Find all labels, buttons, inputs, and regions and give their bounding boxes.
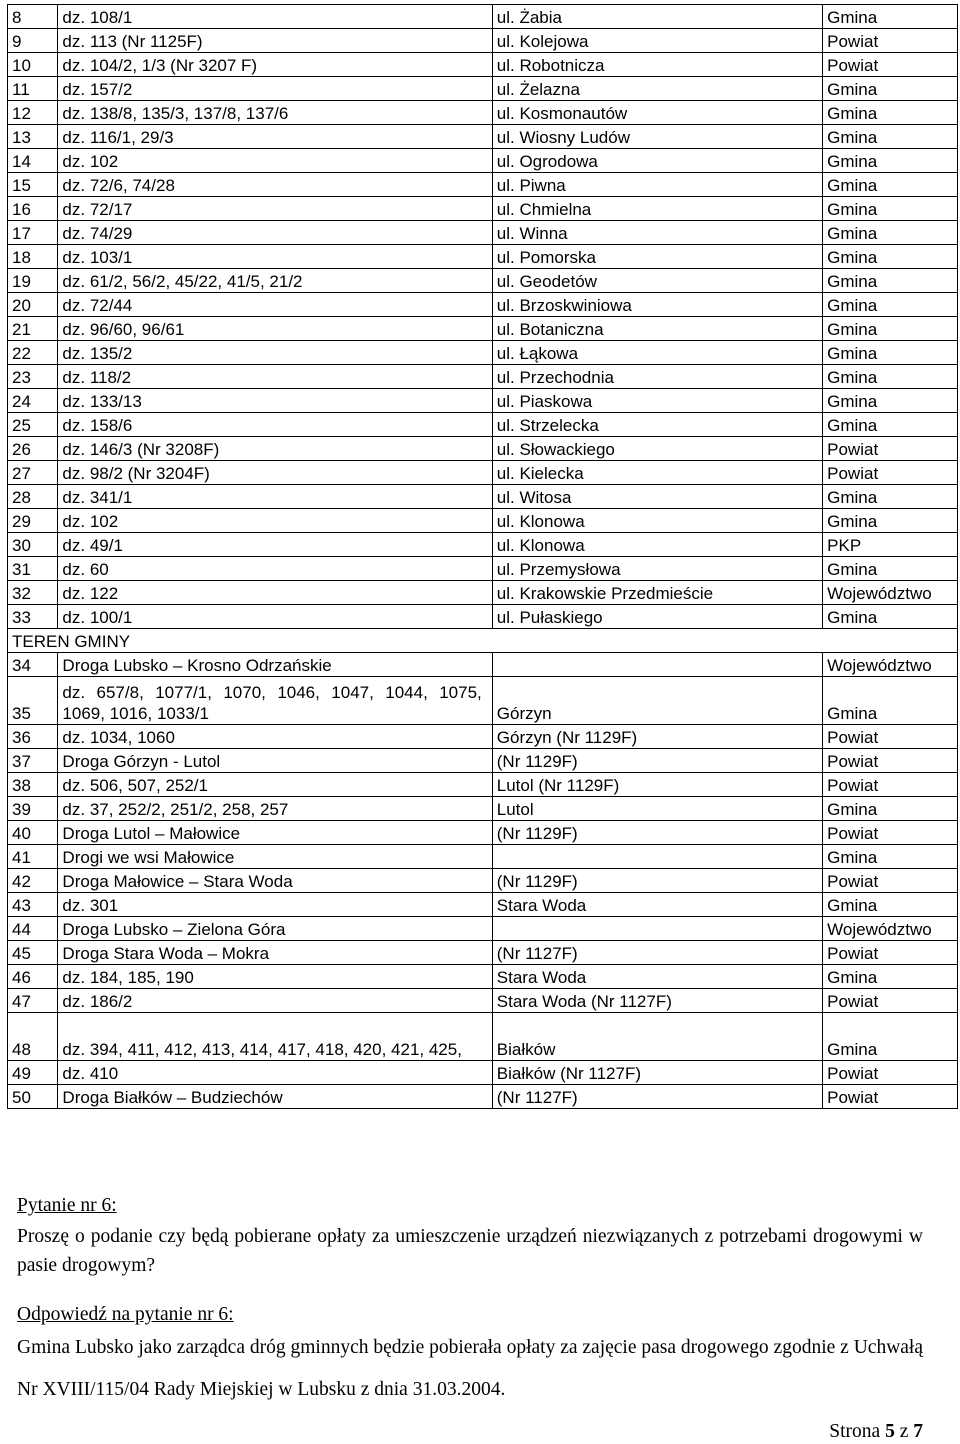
location-cell: ul. Kosmonautów bbox=[492, 101, 822, 125]
plot-cell: Droga Białków – Budziechów bbox=[58, 1085, 492, 1109]
owner-cell: Powiat bbox=[823, 461, 958, 485]
owner-cell: Powiat bbox=[823, 989, 958, 1013]
table-row bbox=[8, 317, 958, 341]
plot-cell: dz. 1034, 1060 bbox=[58, 725, 492, 749]
location-cell: ul. Botaniczna bbox=[492, 317, 822, 341]
row-number-cell: 47 bbox=[8, 989, 58, 1013]
location-cell: Białków bbox=[492, 1013, 822, 1061]
owner-cell: Gmina bbox=[823, 557, 958, 581]
location-cell: ul. Winna bbox=[492, 221, 822, 245]
owner-cell: Powiat bbox=[823, 1085, 958, 1109]
page-of-label: z bbox=[894, 1421, 914, 1442]
plot-cell: dz. 138/8, 135/3, 137/8, 137/6 bbox=[58, 101, 492, 125]
location-cell: (Nr 1127F) bbox=[492, 1085, 822, 1109]
row-number-cell: 18 bbox=[8, 245, 58, 269]
row-number-cell: 19 bbox=[8, 269, 58, 293]
row-number-cell: 16 bbox=[8, 197, 58, 221]
row-number-cell: 24 bbox=[8, 389, 58, 413]
row-number-cell: 29 bbox=[8, 509, 58, 533]
owner-cell: Powiat bbox=[823, 1061, 958, 1085]
table-row bbox=[8, 269, 958, 293]
location-cell: (Nr 1129F) bbox=[492, 749, 822, 773]
location-cell: ul. Przemysłowa bbox=[492, 557, 822, 581]
table-row bbox=[8, 77, 958, 101]
row-number-cell: 43 bbox=[8, 893, 58, 917]
owner-cell: Gmina bbox=[823, 101, 958, 125]
table-row bbox=[8, 341, 958, 365]
location-cell: Białków (Nr 1127F) bbox=[492, 1061, 822, 1085]
page-footer bbox=[829, 1421, 923, 1443]
table-row bbox=[8, 437, 958, 461]
row-number-cell: 44 bbox=[8, 917, 58, 941]
owner-cell: Gmina bbox=[823, 197, 958, 221]
table-row bbox=[8, 821, 958, 845]
row-number-cell: 9 bbox=[8, 29, 58, 53]
location-cell: ul. Krakowskie Przedmieście bbox=[492, 581, 822, 605]
row-number-cell: 10 bbox=[8, 53, 58, 77]
row-number-cell: 13 bbox=[8, 125, 58, 149]
owner-cell: Powiat bbox=[823, 437, 958, 461]
owner-cell: Gmina bbox=[823, 605, 958, 629]
row-number-cell: 45 bbox=[8, 941, 58, 965]
table-row bbox=[8, 677, 958, 725]
location-cell: Stara Woda bbox=[492, 965, 822, 989]
owner-cell: Gmina bbox=[823, 413, 958, 437]
owner-cell: Gmina bbox=[823, 5, 958, 29]
table-row bbox=[8, 965, 958, 989]
location-cell: ul. Żelazna bbox=[492, 77, 822, 101]
owner-cell: Gmina bbox=[823, 1013, 958, 1061]
owner-cell: Gmina bbox=[823, 845, 958, 869]
table-row bbox=[8, 581, 958, 605]
owner-cell: Gmina bbox=[823, 149, 958, 173]
row-number-cell: 11 bbox=[8, 77, 58, 101]
table-row bbox=[8, 461, 958, 485]
table-row bbox=[8, 485, 958, 509]
plot-cell: Droga Lubsko – Zielona Góra bbox=[58, 917, 492, 941]
plot-cell: dz. 100/1 bbox=[58, 605, 492, 629]
plot-cell: dz. 72/17 bbox=[58, 197, 492, 221]
row-number-cell: 8 bbox=[8, 5, 58, 29]
row-number-cell: 20 bbox=[8, 293, 58, 317]
owner-cell: Powiat bbox=[823, 749, 958, 773]
answer-heading: Odpowiedź na pytanie nr 6: bbox=[17, 1304, 234, 1325]
location-cell: Górzyn (Nr 1129F) bbox=[492, 725, 822, 749]
plot-cell: dz. 158/6 bbox=[58, 413, 492, 437]
row-number-cell: 27 bbox=[8, 461, 58, 485]
roads-table-body bbox=[8, 5, 958, 1109]
plot-cell: dz. 341/1 bbox=[58, 485, 492, 509]
table-row bbox=[8, 293, 958, 317]
section-row bbox=[8, 629, 958, 653]
table-row bbox=[8, 221, 958, 245]
location-cell: ul. Wiosny Ludów bbox=[492, 125, 822, 149]
plot-cell: dz. 113 (Nr 1125F) bbox=[58, 29, 492, 53]
owner-cell: Powiat bbox=[823, 941, 958, 965]
row-number-cell: 37 bbox=[8, 749, 58, 773]
row-number-cell: 32 bbox=[8, 581, 58, 605]
location-cell: ul. Robotnicza bbox=[492, 53, 822, 77]
owner-cell: Gmina bbox=[823, 125, 958, 149]
plot-cell: dz. 506, 507, 252/1 bbox=[58, 773, 492, 797]
owner-cell: Gmina bbox=[823, 965, 958, 989]
table-row bbox=[8, 725, 958, 749]
plot-cell: dz. 394, 411, 412, 413, 414, 417, 418, 420, 421, 425, bbox=[58, 1013, 492, 1061]
table-row bbox=[8, 197, 958, 221]
table-row bbox=[8, 869, 958, 893]
location-cell: ul. Chmielna bbox=[492, 197, 822, 221]
question-section bbox=[17, 1194, 923, 1280]
owner-cell: Powiat bbox=[823, 773, 958, 797]
owner-cell: Gmina bbox=[823, 269, 958, 293]
location-cell: ul. Kielecka bbox=[492, 461, 822, 485]
table-row bbox=[8, 1013, 958, 1061]
location-cell: ul. Brzoskwiniowa bbox=[492, 293, 822, 317]
table-row bbox=[8, 893, 958, 917]
table-row bbox=[8, 101, 958, 125]
owner-cell: Gmina bbox=[823, 365, 958, 389]
question-text: Proszę o podanie czy będą pobierane opłaty za umieszczenie urządzeń niezwiązanych z potrzebami drogowymi w pasie drogowym? bbox=[17, 1226, 923, 1276]
row-number-cell: 38 bbox=[8, 773, 58, 797]
plot-cell: dz. 133/13 bbox=[58, 389, 492, 413]
row-number-cell: 36 bbox=[8, 725, 58, 749]
plot-cell: dz. 98/2 (Nr 3204F) bbox=[58, 461, 492, 485]
location-cell bbox=[492, 845, 822, 869]
location-cell: (Nr 1127F) bbox=[492, 941, 822, 965]
location-cell: ul. Piaskowa bbox=[492, 389, 822, 413]
table-row bbox=[8, 941, 958, 965]
owner-cell: Powiat bbox=[823, 53, 958, 77]
plot-cell: dz. 74/29 bbox=[58, 221, 492, 245]
row-number-cell: 21 bbox=[8, 317, 58, 341]
plot-cell: dz. 49/1 bbox=[58, 533, 492, 557]
location-cell: ul. Kolejowa bbox=[492, 29, 822, 53]
plot-cell: dz. 122 bbox=[58, 581, 492, 605]
row-number-cell: 31 bbox=[8, 557, 58, 581]
plot-cell: Drogi we wsi Małowice bbox=[58, 845, 492, 869]
plot-cell: dz. 61/2, 56/2, 45/22, 41/5, 21/2 bbox=[58, 269, 492, 293]
row-number-cell: 39 bbox=[8, 797, 58, 821]
row-number-cell: 46 bbox=[8, 965, 58, 989]
owner-cell: Gmina bbox=[823, 893, 958, 917]
table-row bbox=[8, 845, 958, 869]
table-row bbox=[8, 773, 958, 797]
table-row bbox=[8, 365, 958, 389]
plot-cell: dz. 116/1, 29/3 bbox=[58, 125, 492, 149]
table-row bbox=[8, 797, 958, 821]
owner-cell: Powiat bbox=[823, 725, 958, 749]
owner-cell: Gmina bbox=[823, 245, 958, 269]
row-number-cell: 12 bbox=[8, 101, 58, 125]
row-number-cell: 30 bbox=[8, 533, 58, 557]
table-row bbox=[8, 557, 958, 581]
table-row bbox=[8, 53, 958, 77]
plot-cell: dz. 37, 252/2, 251/2, 258, 257 bbox=[58, 797, 492, 821]
plot-cell: dz. 104/2, 1/3 (Nr 3207 F) bbox=[58, 53, 492, 77]
plot-cell: Droga Stara Woda – Mokra bbox=[58, 941, 492, 965]
plot-cell: dz. 60 bbox=[58, 557, 492, 581]
row-number-cell: 35 bbox=[8, 677, 58, 725]
row-number-cell: 14 bbox=[8, 149, 58, 173]
owner-cell: Gmina bbox=[823, 797, 958, 821]
location-cell: ul. Witosa bbox=[492, 485, 822, 509]
location-cell: ul. Żabia bbox=[492, 5, 822, 29]
section-label: TEREN GMINY bbox=[8, 629, 958, 653]
table-row bbox=[8, 749, 958, 773]
row-number-cell: 34 bbox=[8, 653, 58, 677]
owner-cell: Gmina bbox=[823, 341, 958, 365]
location-cell: ul. Klonowa bbox=[492, 533, 822, 557]
owner-cell: Gmina bbox=[823, 173, 958, 197]
owner-cell: Gmina bbox=[823, 485, 958, 509]
row-number-cell: 48 bbox=[8, 1013, 58, 1061]
plot-cell: Droga Lutol – Małowice bbox=[58, 821, 492, 845]
row-number-cell: 25 bbox=[8, 413, 58, 437]
current-page-number: 5 bbox=[885, 1421, 895, 1442]
table-row bbox=[8, 509, 958, 533]
row-number-cell: 49 bbox=[8, 1061, 58, 1085]
plot-cell: dz. 301 bbox=[58, 893, 492, 917]
plot-cell: Droga Górzyn - Lutol bbox=[58, 749, 492, 773]
row-number-cell: 42 bbox=[8, 869, 58, 893]
table-row bbox=[8, 413, 958, 437]
table-row bbox=[8, 149, 958, 173]
plot-cell: dz. 146/3 (Nr 3208F) bbox=[58, 437, 492, 461]
owner-cell: Powiat bbox=[823, 29, 958, 53]
owner-cell: Gmina bbox=[823, 509, 958, 533]
row-number-cell: 17 bbox=[8, 221, 58, 245]
plot-cell: Droga Lubsko – Krosno Odrzańskie bbox=[58, 653, 492, 677]
row-number-cell: 23 bbox=[8, 365, 58, 389]
table-row bbox=[8, 1061, 958, 1085]
question-heading: Pytanie nr 6: bbox=[17, 1195, 117, 1216]
table-row bbox=[8, 5, 958, 29]
total-pages-number: 7 bbox=[913, 1421, 923, 1442]
location-cell: (Nr 1129F) bbox=[492, 821, 822, 845]
plot-cell: dz. 72/44 bbox=[58, 293, 492, 317]
row-number-cell: 26 bbox=[8, 437, 58, 461]
table-row bbox=[8, 989, 958, 1013]
table-row bbox=[8, 389, 958, 413]
plot-cell: dz. 102 bbox=[58, 509, 492, 533]
owner-cell: Gmina bbox=[823, 221, 958, 245]
row-number-cell: 22 bbox=[8, 341, 58, 365]
owner-cell: Powiat bbox=[823, 869, 958, 893]
location-cell: ul. Pomorska bbox=[492, 245, 822, 269]
location-cell: Lutol bbox=[492, 797, 822, 821]
owner-cell: Województwo bbox=[823, 917, 958, 941]
table-row bbox=[8, 29, 958, 53]
location-cell: ul. Słowackiego bbox=[492, 437, 822, 461]
plot-cell: dz. 72/6, 74/28 bbox=[58, 173, 492, 197]
row-number-cell: 50 bbox=[8, 1085, 58, 1109]
owner-cell: Gmina bbox=[823, 317, 958, 341]
location-cell: Stara Woda (Nr 1127F) bbox=[492, 989, 822, 1013]
plot-cell: dz. 118/2 bbox=[58, 365, 492, 389]
row-number-cell: 28 bbox=[8, 485, 58, 509]
table-row bbox=[8, 245, 958, 269]
owner-cell: PKP bbox=[823, 533, 958, 557]
plot-cell: dz. 108/1 bbox=[58, 5, 492, 29]
location-cell: Górzyn bbox=[492, 677, 822, 725]
row-number-cell: 15 bbox=[8, 173, 58, 197]
plot-cell: dz. 186/2 bbox=[58, 989, 492, 1013]
location-cell: Stara Woda bbox=[492, 893, 822, 917]
location-cell: ul. Przechodnia bbox=[492, 365, 822, 389]
location-cell: ul. Pułaskiego bbox=[492, 605, 822, 629]
location-cell: ul. Geodetów bbox=[492, 269, 822, 293]
table-row bbox=[8, 917, 958, 941]
location-cell bbox=[492, 653, 822, 677]
location-cell: Lutol (Nr 1129F) bbox=[492, 773, 822, 797]
table-row bbox=[8, 533, 958, 557]
owner-cell: Województwo bbox=[823, 653, 958, 677]
table-row bbox=[8, 173, 958, 197]
row-number-cell: 41 bbox=[8, 845, 58, 869]
owner-cell: Powiat bbox=[823, 821, 958, 845]
row-number-cell: 40 bbox=[8, 821, 58, 845]
plot-cell: dz. 103/1 bbox=[58, 245, 492, 269]
plot-cell: dz. 157/2 bbox=[58, 77, 492, 101]
location-cell bbox=[492, 917, 822, 941]
owner-cell: Gmina bbox=[823, 389, 958, 413]
answer-section bbox=[17, 1303, 923, 1411]
table-row bbox=[8, 1085, 958, 1109]
page-label: Strona bbox=[829, 1421, 886, 1442]
owner-cell: Gmina bbox=[823, 293, 958, 317]
plot-cell: dz. 135/2 bbox=[58, 341, 492, 365]
table-row bbox=[8, 653, 958, 677]
location-cell: ul. Łąkowa bbox=[492, 341, 822, 365]
table-row bbox=[8, 605, 958, 629]
plot-cell: Droga Małowice – Stara Woda bbox=[58, 869, 492, 893]
owner-cell: Gmina bbox=[823, 677, 958, 725]
plot-cell: dz. 657/8, 1077/1, 1070, 1046, 1047, 1044, 1075, 1069, 1016, 1033/1 bbox=[58, 677, 492, 725]
owner-cell: Gmina bbox=[823, 77, 958, 101]
location-cell: ul. Piwna bbox=[492, 173, 822, 197]
location-cell: ul. Strzelecka bbox=[492, 413, 822, 437]
plot-cell: dz. 184, 185, 190 bbox=[58, 965, 492, 989]
plot-cell: dz. 96/60, 96/61 bbox=[58, 317, 492, 341]
table-row bbox=[8, 125, 958, 149]
answer-text: Gmina Lubsko jako zarządca dróg gminnych będzie pobierała opłaty za zajęcie pasa drogowego zgodnie z Uchwałą Nr XVIII/115/04 Rady Miejskiej w Lubsku z dnia 31.03.2004. bbox=[17, 1337, 923, 1400]
plot-cell: dz. 410 bbox=[58, 1061, 492, 1085]
location-cell: (Nr 1129F) bbox=[492, 869, 822, 893]
location-cell: ul. Klonowa bbox=[492, 509, 822, 533]
plot-cell: dz. 102 bbox=[58, 149, 492, 173]
owner-cell: Województwo bbox=[823, 581, 958, 605]
row-number-cell: 33 bbox=[8, 605, 58, 629]
roads-table bbox=[7, 4, 958, 1109]
location-cell: ul. Ogrodowa bbox=[492, 149, 822, 173]
